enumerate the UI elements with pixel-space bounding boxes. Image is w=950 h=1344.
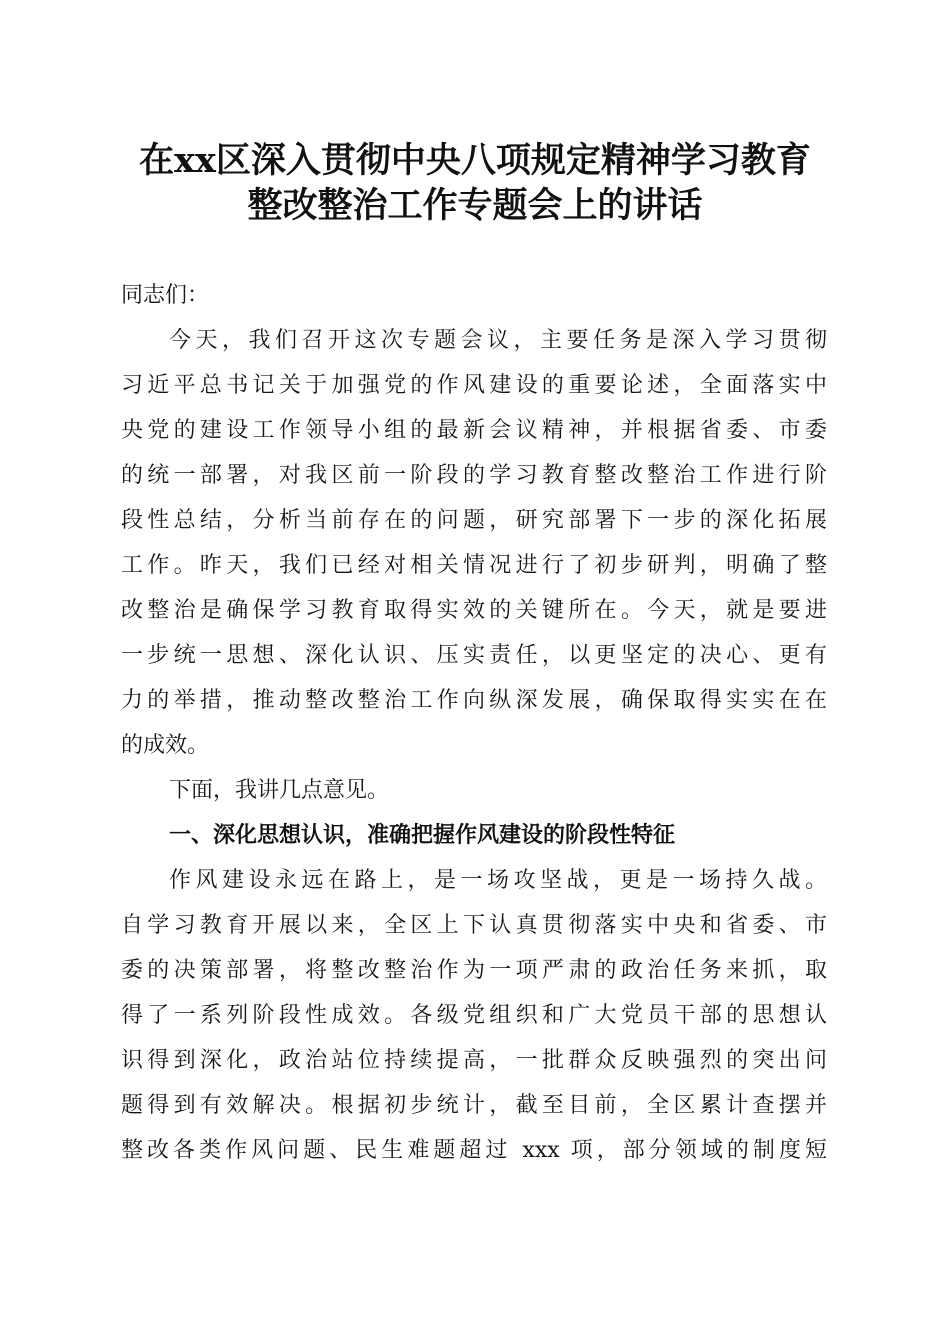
paragraph-line: 的统一部署，对我区前一阶段的学习教育整改整治工作进行阶: [121, 463, 827, 488]
document-title-line-1: 在xx区深入贯彻中央八项规定精神学习教育: [139, 140, 811, 181]
paragraph-line: 一步统一思想、深化认识、压实责任，以更坚定的决心、更有: [121, 643, 827, 668]
paragraph-line: 识得到深化，政治站位持续提高，一批群众反映强烈的突出问: [121, 1048, 827, 1073]
paragraph-line: 工作。昨天，我们已经对相关情况进行了初步研判，明确了整: [121, 553, 827, 578]
paragraph-line: 改整治是确保学习教育取得实效的关键所在。今天，就是要进: [121, 598, 827, 623]
paragraph-section-1: [121, 858, 827, 1173]
paragraph-transition: 下面，我讲几点意见。: [169, 778, 390, 803]
paragraph-line: 今天，我们召开这次专题会议，主要任务是深入学习贯彻: [169, 328, 827, 353]
paragraph-line: 题得到有效解决。根据初步统计，截至目前，全区累计查摆并: [121, 1093, 827, 1118]
paragraph-line: 央党的建设工作领导小组的最新会议精神，并根据省委、市委: [121, 418, 827, 443]
document-title-line-2: 整改整治工作专题会上的讲话: [247, 185, 703, 226]
paragraph-line: 整改各类作风问题、民生难题超过 xxx 项，部分领域的制度短: [121, 1138, 827, 1163]
paragraph-line: 得了一系列阶段性成效。各级党组织和广大党员干部的思想认: [121, 1003, 827, 1028]
document-body: [121, 273, 827, 1173]
paragraph-line: 自学习教育开展以来，全区上下认真贯彻落实中央和省委、市: [121, 913, 827, 938]
paragraph-line: 习近平总书记关于加强党的作风建设的重要论述，全面落实中: [121, 373, 827, 398]
paragraph-line: 的成效。: [121, 733, 210, 758]
salutation: 同志们：: [121, 283, 210, 308]
paragraph-line: 作风建设永远在路上，是一场攻坚战，更是一场持久战。: [169, 868, 827, 893]
paragraph-opening: [121, 318, 827, 768]
paragraph-line: 力的举措，推动整改整治工作向纵深发展，确保取得实实在在: [121, 688, 827, 713]
section-heading-1: 一、深化思想认识，准确把握作风建设的阶段性特征: [169, 823, 676, 848]
paragraph-line: 委的决策部署，将整改整治作为一项严肃的政治任务来抓，取: [121, 958, 827, 983]
paragraph-line: 段性总结，分析当前存在的问题，研究部署下一步的深化拓展: [121, 508, 827, 533]
